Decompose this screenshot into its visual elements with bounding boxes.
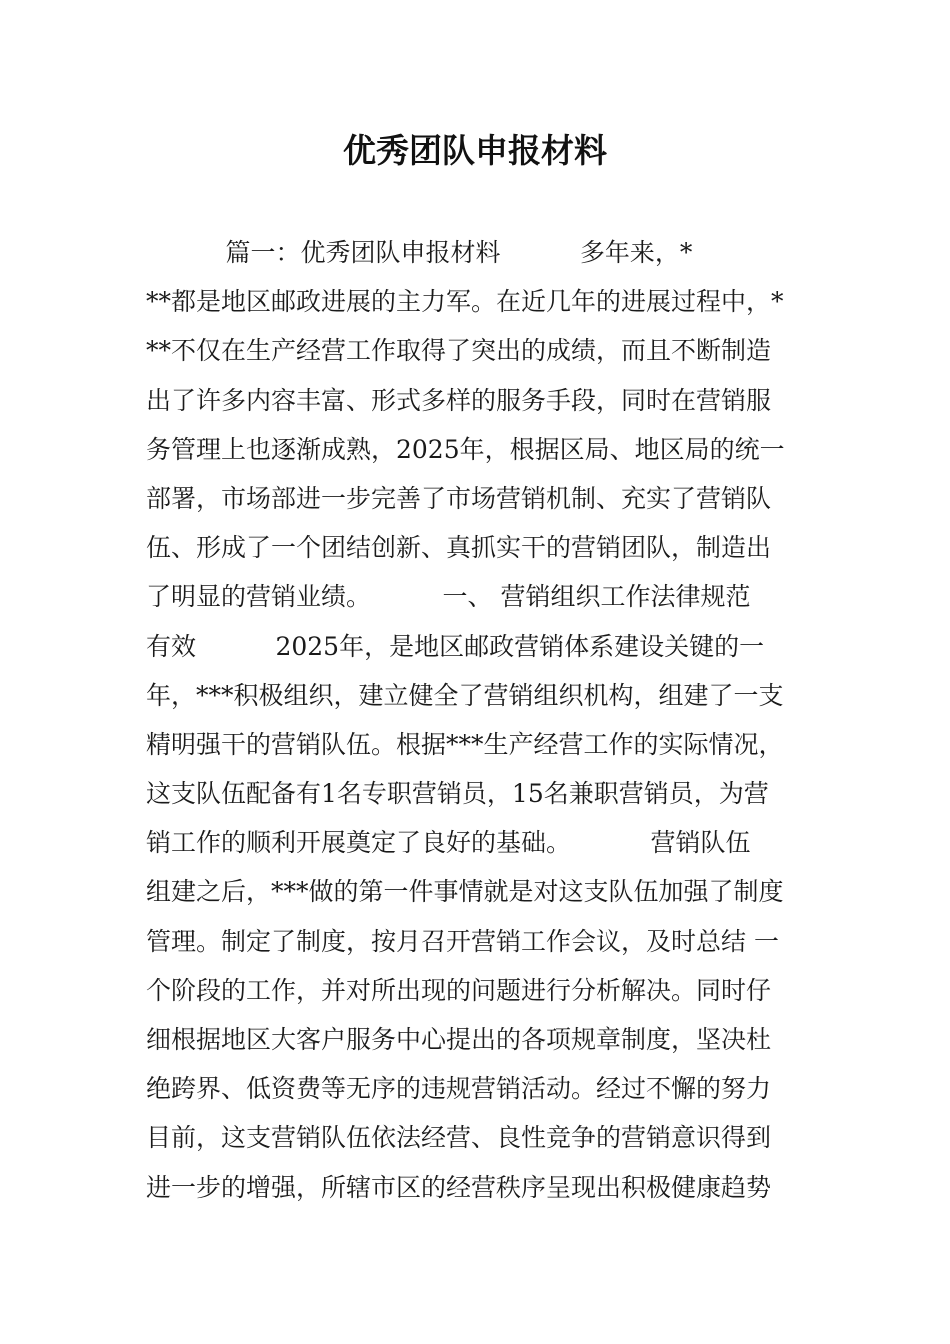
body-line: 出了许多内容丰富、形式多样的服务手段，同时在营销服 — [146, 385, 772, 415]
body-line: 篇一：优秀团队申报材料 多年来，* — [146, 238, 693, 267]
body-line: 有效 2025年，是地区邮政营销体系建设关键的一 — [146, 631, 765, 661]
body-line: 组建之后，***做的第一件事情就是对这支队伍加强了制度 — [146, 877, 784, 907]
document-body — [146, 228, 806, 1212]
body-line: 细根据地区大客户服务中心提出的各项规章制度，坚决杜 — [146, 1025, 772, 1054]
body-line: 这支队伍配备有1名专职营销员，15名兼职营销员，为营 — [146, 779, 769, 809]
body-line: 进一步的增强，所辖市区的经营秩序呈现出积极健康趋势 — [146, 1172, 772, 1202]
body-line: **都是地区邮政进展的主力军。在近几年的进展过程中，* — [146, 287, 784, 317]
body-line: 了明显的营销业绩。 一、 营销组织工作法律规范 — [146, 582, 751, 612]
body-line: 管理。制定了制度，按月召开营销工作会议，及时总结 一 — [146, 926, 779, 956]
body-line: 精明强干的营销队伍。根据***生产经营工作的实际情况， — [146, 729, 784, 759]
body-line: 年，***积极组织，建立健全了营销组织机构，组建了一支 — [146, 680, 784, 710]
body-line: 部署，市场部进一步完善了市场营销机制、充实了营销队 — [146, 483, 772, 513]
body-line: 销工作的顺利开展奠定了良好的基础。 营销队伍 — [146, 828, 751, 858]
body-line: 伍、形成了一个团结创新、真抓实干的营销团队，制造出 — [146, 533, 772, 563]
body-line: **不仅在生产经营工作取得了突出的成绩，而且不断制造 — [146, 336, 772, 366]
body-line: 绝跨界、低资费等无序的违规营销活动。经过不懈的努力 — [146, 1074, 772, 1104]
body-line: 个阶段的工作，并对所出现的问题进行分析解决。同时仔 — [146, 975, 772, 1005]
body-line: 目前，这支营销队伍依法经营、良性竞争的营销意识得到 — [146, 1123, 772, 1153]
document-title: 优秀团队申报材料 — [343, 131, 607, 170]
body-line: 务管理上也逐渐成熟，2025年，根据区局、地区局的统一 — [146, 434, 785, 464]
